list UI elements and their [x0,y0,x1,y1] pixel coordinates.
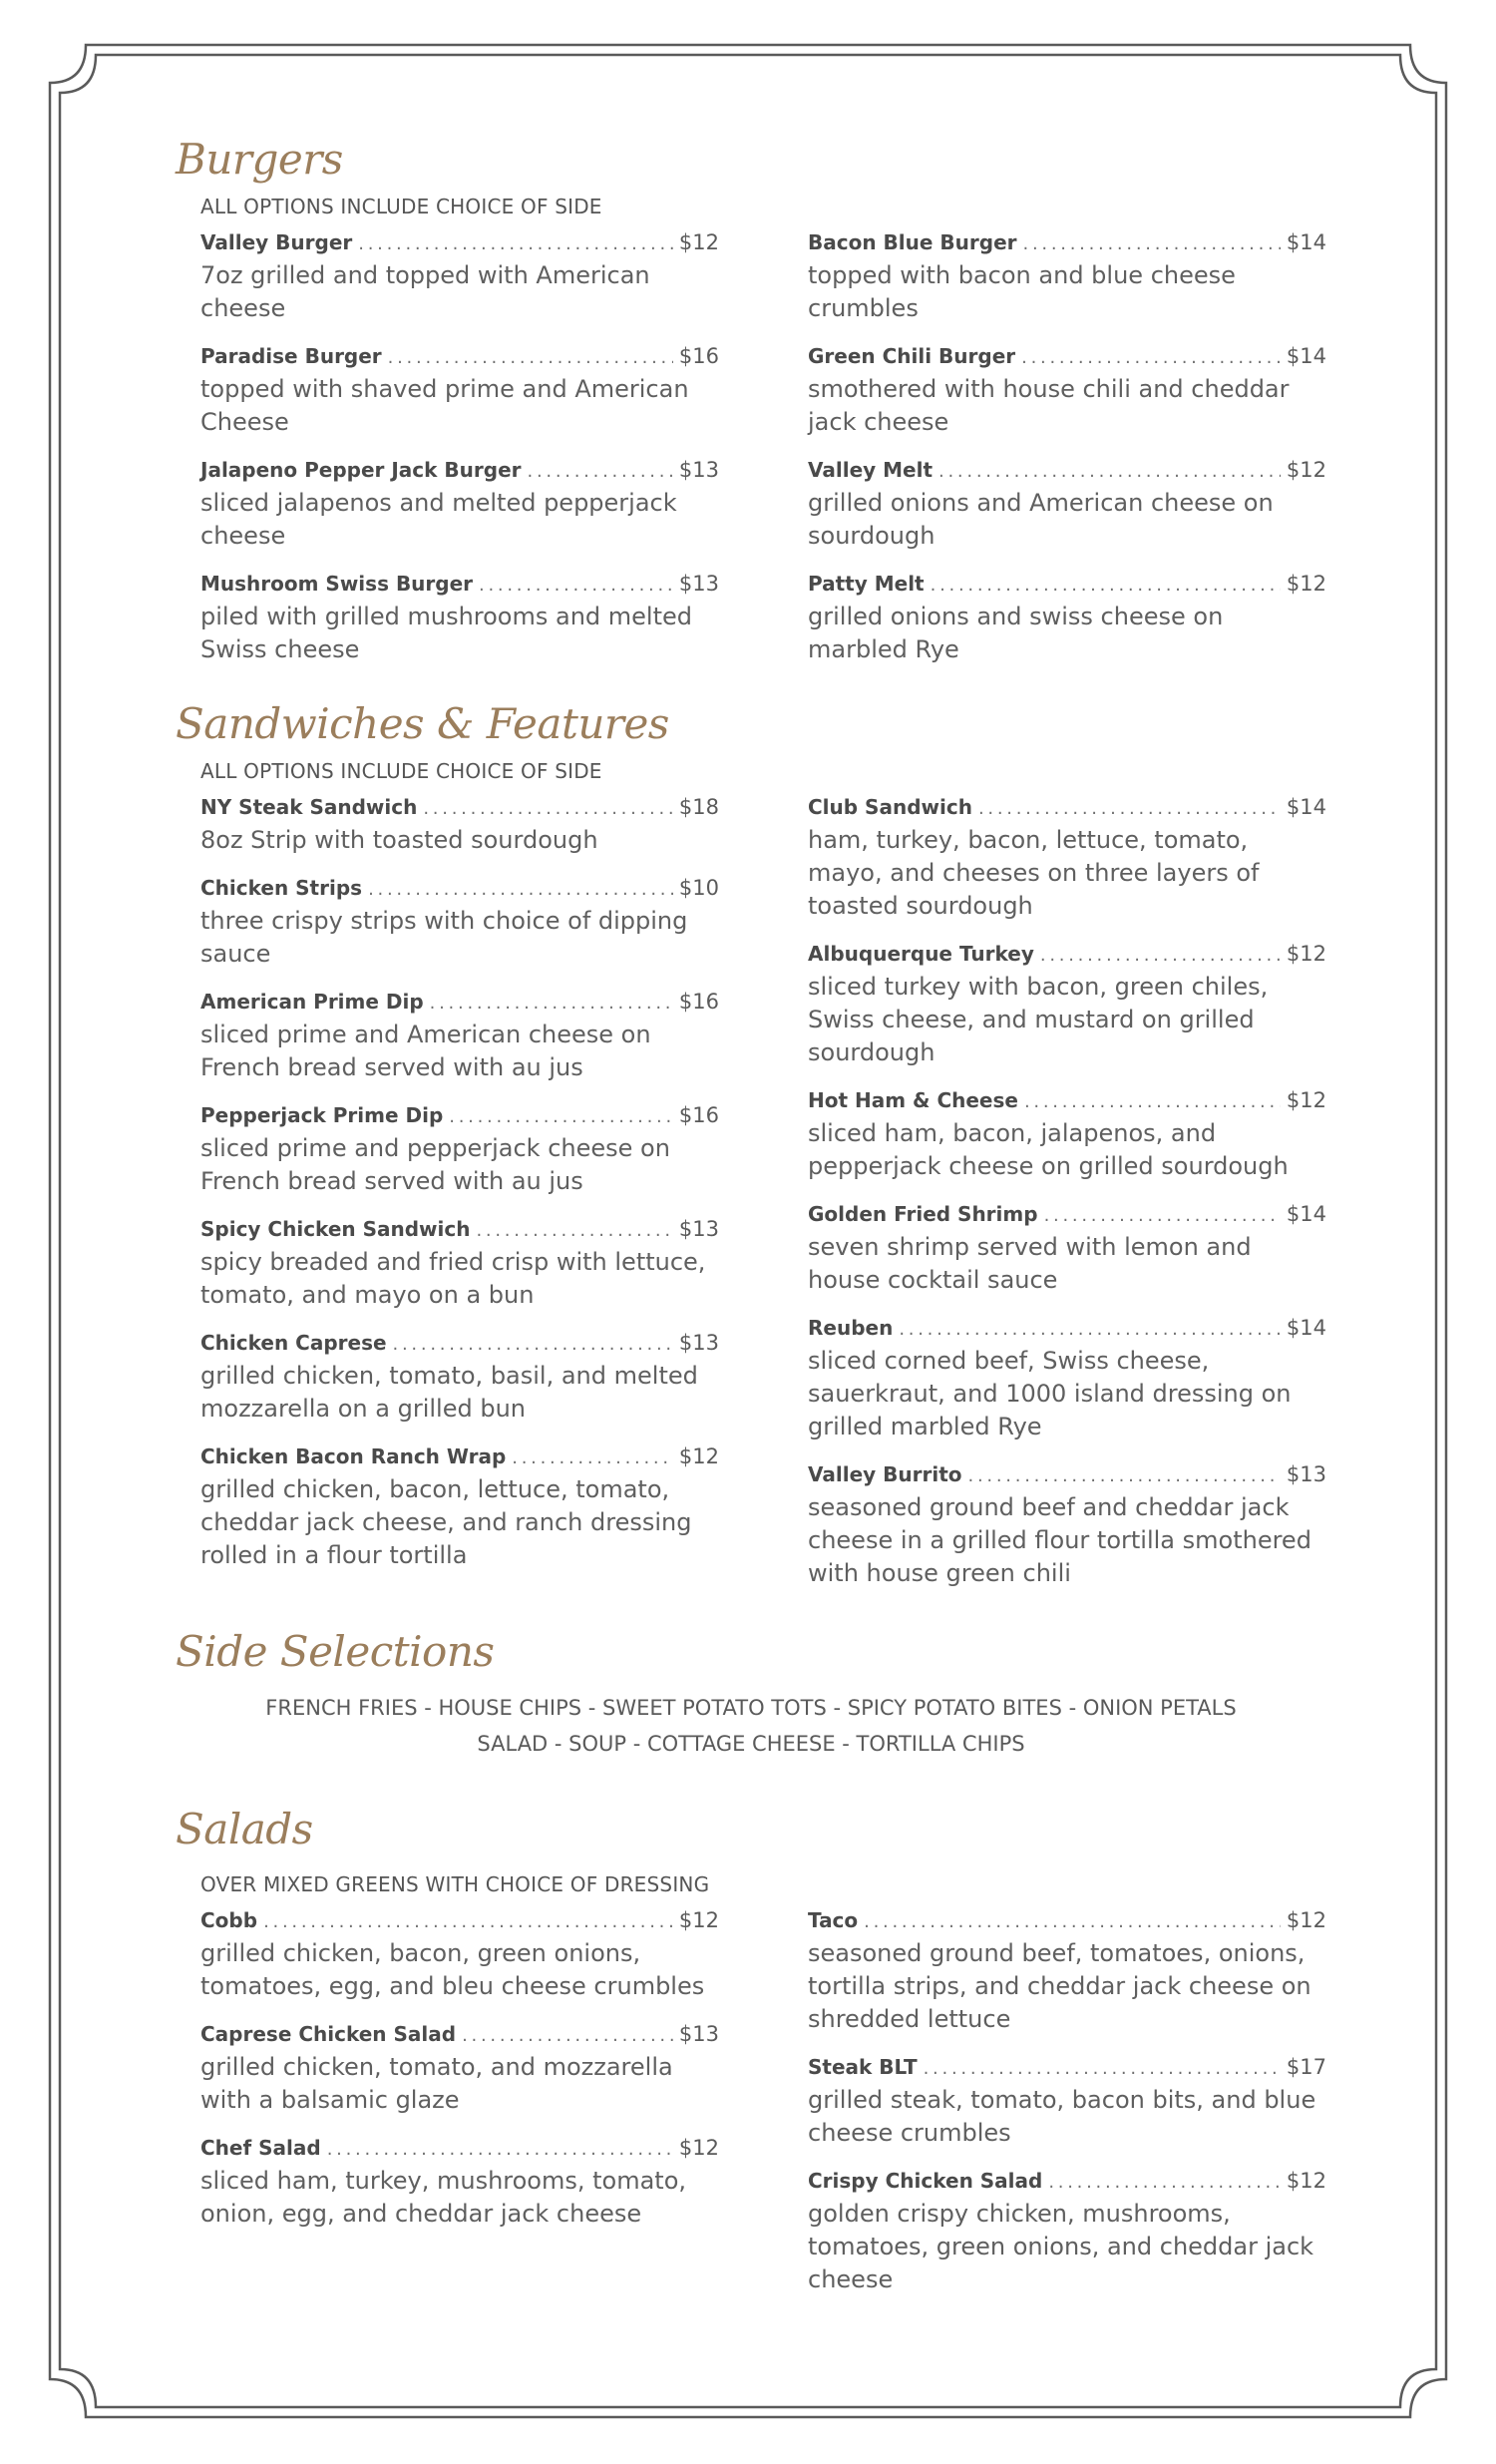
menu-item [200,569,719,666]
dot-leader [1040,941,1281,971]
dot-leader [388,343,673,373]
dot-leader [479,571,673,601]
dot-leader [899,1315,1281,1345]
menu-item-description: sliced jalapenos and melted pepperjack cheese [200,489,677,550]
menu-item-header [200,1100,719,1132]
left-column [200,227,719,682]
menu-item [200,1214,719,1312]
menu-item-price: $17 [1286,2055,1326,2079]
right-column [808,1905,1326,2312]
section-sandwiches [176,696,1326,1606]
menu-item-name: Albuquerque Turkey [808,942,1034,966]
dot-leader [327,2135,673,2165]
menu-item-name: Green Chili Burger [808,344,1016,368]
menu-item-description: seasoned ground beef, tomatoes, onions, tortilla strips, and cheddar jack cheese on shredded lettuce [808,1939,1311,2033]
left-column [200,1905,719,2312]
menu-item-name: Valley Burrito [808,1462,962,1486]
section-sides [176,1624,1326,1762]
dot-leader [924,2054,1281,2084]
menu-item-price: $13 [678,572,719,596]
menu-item-price: $16 [678,344,719,368]
right-column [808,792,1326,1606]
menu-item-price: $10 [678,876,719,900]
menu-item [200,873,719,971]
menu-item-description: grilled chicken, tomato, and mozzarella with a balsamic glaze [200,2053,673,2114]
menu-item-name: Chicken Caprese [200,1331,387,1355]
menu-item-price: $14 [1286,344,1326,368]
dot-leader [476,1216,672,1246]
menu-item-price: $16 [678,1103,719,1127]
menu-item-price: $12 [678,230,719,254]
menu-item [200,2019,719,2117]
menu-item-description: piled with grilled mushrooms and melted Swiss cheese [200,603,693,663]
menu-item-header [808,1459,1326,1491]
menu-item-description: three crispy strips with choice of dipping sauce [200,907,688,968]
menu-item-header [200,341,719,373]
side-list [176,1690,1326,1762]
section-title: Side Selections [176,1627,495,1676]
menu-item-price: $12 [678,2136,719,2160]
dot-leader [938,457,1281,487]
menu-item-price: $12 [1286,1908,1326,1932]
menu-item-price: $18 [678,795,719,819]
menu-item-description: grilled chicken, tomato, basil, and melted mozzarella on a grilled bun [200,1362,698,1423]
menu-item-description: sliced turkey with bacon, green chiles, Swiss cheese, and mustard on grilled sourdough [808,973,1269,1066]
menu-item [200,1328,719,1426]
dot-leader [1048,2168,1281,2198]
menu-item-description: golden crispy chicken, mushrooms, tomatoes, green onions, and cheddar jack cheese [808,2200,1314,2293]
menu-item-description: grilled onions and American cheese on sourdough [808,489,1274,550]
menu-item-description: sliced ham, bacon, jalapenos, and pepperjack cheese on grilled sourdough [808,1119,1289,1180]
menu-item-name: Steak BLT [808,2055,918,2079]
dot-leader [1021,343,1281,373]
menu-item [808,1199,1326,1297]
menu-item-description: spicy breaded and fried crisp with lettuce, tomato, and mayo on a bun [200,1248,706,1309]
menu-item [808,1905,1326,2036]
menu-item [808,2166,1326,2296]
menu-item-price: $13 [678,1331,719,1355]
menu-item-description: topped with bacon and blue cheese crumbles [808,261,1236,322]
menu-item-description: sliced prime and American cheese on French bread served with au jus [200,1021,651,1081]
item-columns [200,227,1326,682]
menu-item-price: $13 [678,458,719,482]
menu-item-header [808,1199,1326,1231]
item-columns [200,792,1326,1606]
dot-leader [358,229,673,259]
menu-item-name: Hot Ham & Cheese [808,1088,1018,1112]
menu-item-name: Taco [808,1908,859,1932]
dot-leader [263,1907,673,1937]
menu-item-header [200,2019,719,2051]
menu-item-description: grilled onions and swiss cheese on marbled Rye [808,603,1224,663]
menu-item-name: NY Steak Sandwich [200,795,418,819]
dot-leader [423,794,673,824]
menu-item-price: $13 [678,2022,719,2046]
menu-item-price: $12 [678,1444,719,1468]
menu-item-header [200,873,719,905]
dot-leader [449,1102,673,1132]
section-burgers [176,132,1326,682]
menu-item-name: American Prime Dip [200,990,424,1014]
menu-item-description: topped with shaved prime and American Cheese [200,375,689,436]
section-note: OVER MIXED GREENS WITH CHOICE OF DRESSING [200,1872,710,1896]
menu-item-header [808,569,1326,601]
menu-item-name: Jalapeno Pepper Jack Burger [200,458,522,482]
dot-leader [430,989,673,1019]
menu-item-description: grilled steak, tomato, bacon bits, and blue cheese crumbles [808,2086,1316,2147]
menu-item [200,1100,719,1198]
menu-item-price: $14 [1286,1316,1326,1340]
menu-item-description: seven shrimp served with lemon and house cocktail sauce [808,1233,1252,1294]
dot-leader [864,1907,1281,1937]
menu-item-description: ham, turkey, bacon, lettuce, tomato, mayo, and cheeses on three layers of toasted sourdough [808,826,1260,920]
menu-item [200,2133,719,2231]
section-note: ALL OPTIONS INCLUDE CHOICE OF SIDE [200,195,602,218]
menu-item-price: $14 [1286,230,1326,254]
menu-item-price: $14 [1286,1202,1326,1226]
menu-item-name: Golden Fried Shrimp [808,1202,1038,1226]
menu-item-price: $12 [1286,1088,1326,1112]
menu-item [808,939,1326,1069]
menu-item [808,569,1326,666]
side-line-1: FRENCH FRIES - HOUSE CHIPS - SWEET POTATO TOTS - SPICY POTATO BITES - ONION PETALS [265,1696,1237,1720]
left-column [200,792,719,1606]
menu-item-description: seasoned ground beef and cheddar jack cheese in a grilled flour tortilla smothered with house green chili [808,1493,1311,1587]
section-salads [176,1802,1326,2312]
section-title: Salads [176,1805,313,1853]
menu-item-header [200,227,719,259]
menu-item [808,1459,1326,1590]
dot-leader [1024,1087,1281,1117]
menu-item-name: Patty Melt [808,572,925,596]
menu-item [808,1313,1326,1443]
menu-item [200,1905,719,2003]
menu-item-description: 7oz grilled and topped with American cheese [200,261,650,322]
menu-item-price: $13 [1286,1462,1326,1486]
dot-leader [1044,1201,1281,1231]
menu-item-name: Club Sandwich [808,795,972,819]
menu-item-header [808,1085,1326,1117]
menu-item-description: sliced prime and pepperjack cheese on French bread served with au jus [200,1134,670,1195]
menu-item-header [808,1313,1326,1345]
menu-item-description: sliced corned beef, Swiss cheese, sauerkraut, and 1000 island dressing on grilled marbled Rye [808,1347,1292,1440]
menu-item [808,455,1326,553]
menu-item-price: $12 [678,1908,719,1932]
menu-item [808,341,1326,439]
menu-item [200,987,719,1084]
menu-item-header [200,2133,719,2165]
menu-content [176,132,1326,2312]
section-title: Sandwiches & Features [176,699,669,748]
menu-item [808,792,1326,923]
menu-item-price: $12 [1286,942,1326,966]
menu-item-price: $13 [678,1217,719,1241]
menu-item-price: $14 [1286,795,1326,819]
menu-item [200,455,719,553]
menu-item-header [200,455,719,487]
menu-item-name: Caprese Chicken Salad [200,2022,457,2046]
section-title: Burgers [176,135,343,184]
menu-item-name: Cobb [200,1908,258,1932]
menu-item [808,1085,1326,1183]
menu-item-header [808,792,1326,824]
menu-item-header [808,341,1326,373]
dot-leader [978,794,1281,824]
dot-leader [931,571,1281,601]
menu-item-price: $12 [1286,2169,1326,2193]
section-note: ALL OPTIONS INCLUDE CHOICE OF SIDE [200,759,602,783]
menu-item-name: Chicken Bacon Ranch Wrap [200,1444,507,1468]
dot-leader [462,2021,673,2051]
menu-item-price: $12 [1286,458,1326,482]
menu-item-name: Valley Burger [200,230,353,254]
menu-item-name: Mushroom Swiss Burger [200,572,474,596]
menu-item-header [808,2166,1326,2198]
menu-item-description: sliced ham, turkey, mushrooms, tomato, onion, egg, and cheddar jack cheese [200,2167,687,2228]
menu-item-price: $16 [678,990,719,1014]
dot-leader [512,1443,673,1473]
menu-item-name: Bacon Blue Burger [808,230,1017,254]
dot-leader [368,875,673,905]
menu-item [200,1441,719,1572]
menu-item-description: grilled chicken, bacon, lettuce, tomato, cheddar jack cheese, and ranch dressing rolled in a flour tortilla [200,1475,692,1569]
menu-item-header [808,455,1326,487]
menu-item-header [200,1905,719,1937]
menu-item-name: Paradise Burger [200,344,382,368]
item-columns [200,1905,1326,2312]
menu-item-header [200,569,719,601]
menu-item-header [200,1328,719,1360]
menu-item [808,227,1326,325]
menu-item [200,341,719,439]
menu-item-name: Chef Salad [200,2136,321,2160]
menu-item-header [808,2052,1326,2084]
menu-item [200,227,719,325]
menu-item-header [808,227,1326,259]
menu-item-header [200,987,719,1019]
dot-leader [1023,229,1281,259]
menu-item-description: smothered with house chili and cheddar jack cheese [808,375,1290,436]
menu-item-name: Spicy Chicken Sandwich [200,1217,471,1241]
menu-item-description: 8oz Strip with toasted sourdough [200,826,598,854]
menu-item-price: $12 [1286,572,1326,596]
dot-leader [393,1330,673,1360]
menu-item [200,792,719,857]
menu-item [808,2052,1326,2150]
menu-item-header [200,1214,719,1246]
menu-item-header [808,939,1326,971]
right-column [808,227,1326,682]
menu-item-description: grilled chicken, bacon, green onions, tomatoes, egg, and bleu cheese crumbles [200,1939,705,2000]
menu-item-header [200,792,719,824]
menu-item-name: Pepperjack Prime Dip [200,1103,444,1127]
menu-item-name: Crispy Chicken Salad [808,2169,1043,2193]
dot-leader [528,457,673,487]
menu-item-name: Reuben [808,1316,894,1340]
menu-item-name: Valley Melt [808,458,934,482]
menu-item-header [808,1905,1326,1937]
dot-leader [968,1461,1281,1491]
menu-item-name: Chicken Strips [200,876,363,900]
side-line-2: SALAD - SOUP - COTTAGE CHEESE - TORTILLA CHIPS [477,1732,1025,1756]
menu-item-header [200,1441,719,1473]
